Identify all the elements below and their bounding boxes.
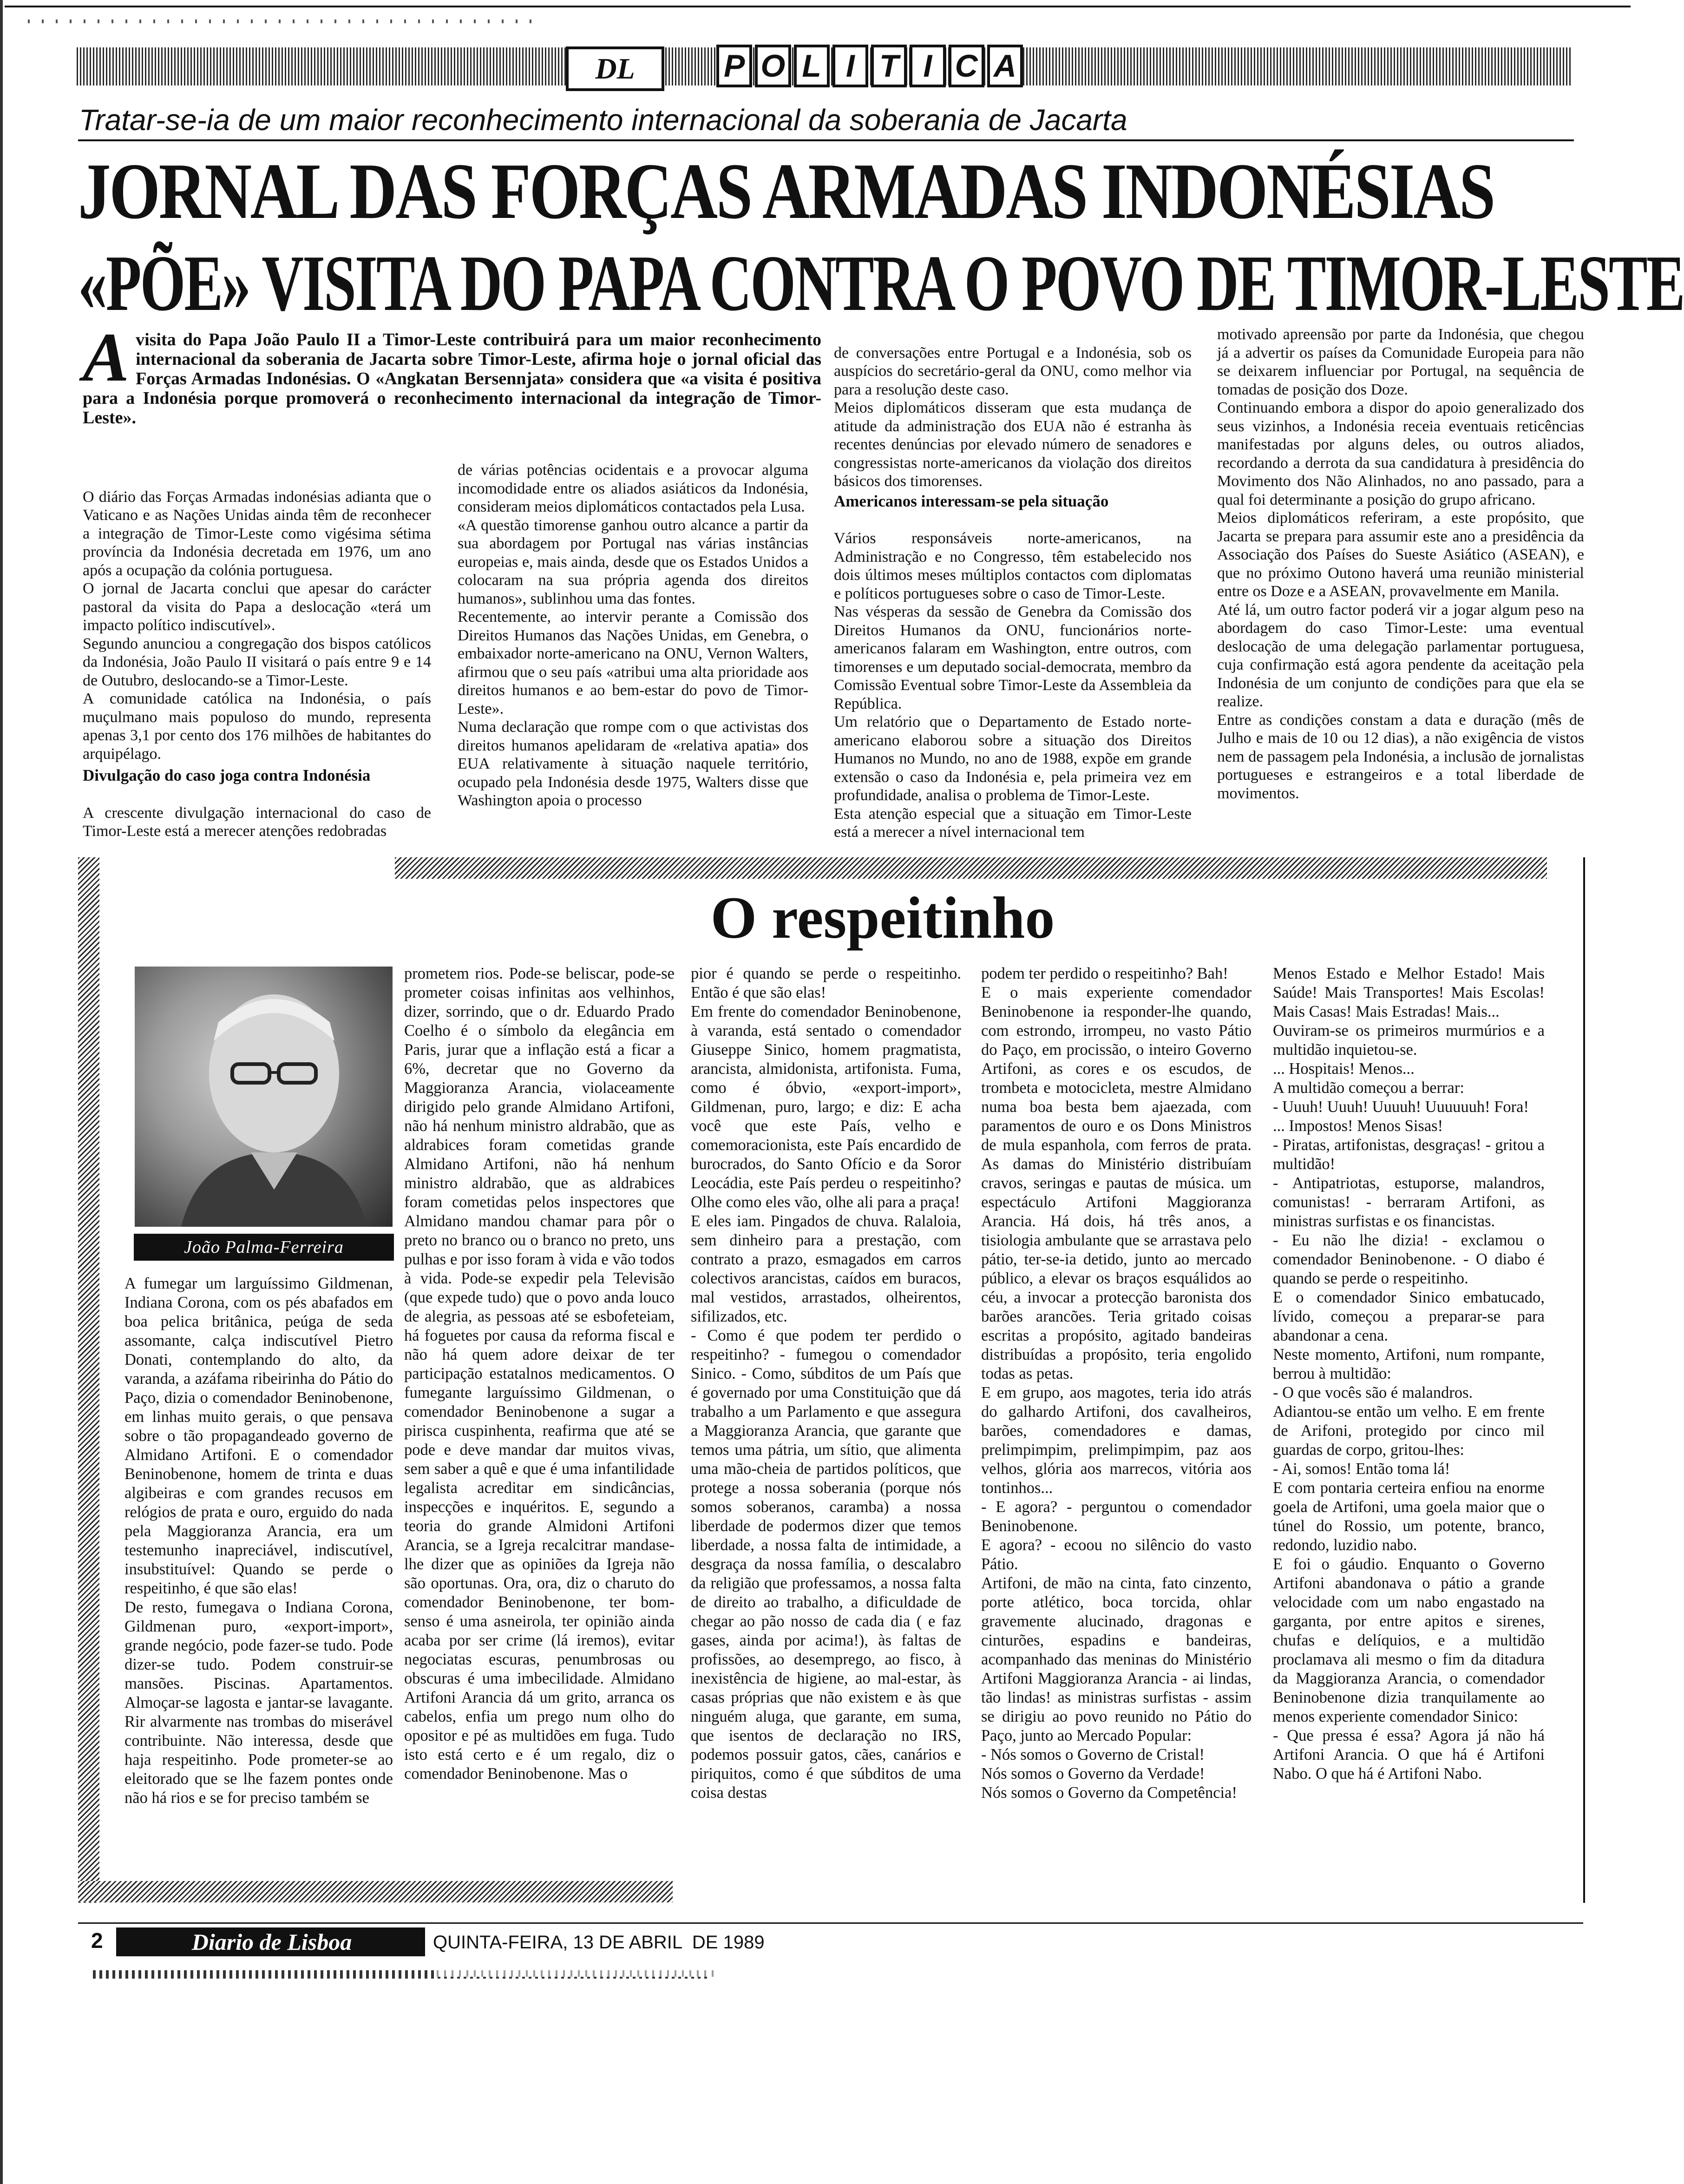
- section-letter: O: [755, 45, 791, 87]
- section-letter: I: [832, 45, 868, 87]
- author-name: João Palma-Ferreira: [184, 1237, 344, 1257]
- article-column-1: [83, 469, 431, 840]
- column-1-text: O diário das Forças Armadas indonésias adianta que o Vaticano e as Nações Unidas ainda têm de reconhecer a integração de Timor-Leste como vigésima sétima província da Indonésia decretada em 1976, um ano após a ocupação da colónia portuguesa. O jornal de Jacarta conclui que apesar do carácter pastoral da visita do Papa a deslocação «terá um impacto político indiscutível». Segundo anunciou a congregação dos bispos católicos da Indonésia, João Paulo II visitará o país entre 9 e 14 de Outubro, deslocando-se a Timor-Leste. A comunidade católica na Indonésia, o país muçulmano mais populoso do mundo, representa apenas 3,1 por cento dos 176 milhões de habitantes do arquipélago.: [83, 488, 431, 763]
- headline-line-1: JORNAL DAS FORÇAS ARMADAS INDONÉSIAS: [78, 147, 1494, 236]
- masthead: Diario de Lisboa: [191, 1929, 352, 1955]
- dl-logo-text: DL: [595, 52, 635, 85]
- scan-bottom-strip-2: [437, 1970, 715, 1977]
- article-column-3: [834, 325, 1192, 841]
- section-title: [716, 45, 1023, 87]
- scan-top-line: [5, 6, 1631, 7]
- lead-text: visita do Papa João Paulo II a Timor-Leste contribuirá para um maior reconhecimento internacional da soberania de Jacarta sobre Timor-Leste, afirma hoje o jornal oficial das Forças Armadas Indonésias. O «Angkatan Bersennjata» considera que «a visita é positiva para a Indonésia porque promoverá o reconhecimento internacional da integração de Timor-Leste».: [83, 330, 821, 428]
- author-photo-figure: [135, 967, 393, 1227]
- column-box-right-rule: [1583, 857, 1585, 1903]
- section-letter: C: [949, 45, 984, 87]
- column-3-text-2: Vários responsáveis norte-americanos, na Administração e no Congresso, têm estabelecido nos dois últimos meses múltiplos contactos com diplomatas e políticos portugueses sobre o caso de Timor-Leste. Nas vésperas da sessão de Genebra da Comissão dos Direitos Humanos da ONU, funcionários norte-americanos falaram em Washington, entre outros, com timorenses e um deputado social-democrata, membro da Comissão Eventual sobre Timor-Leste da Assembleia da República. Um relatório que o Departamento de Estado norte-americano elaborou sobre a situação dos Direitos Humanos no Mundo, no ano de 1988, expõe em grande extensão o caso da Indonésia e, pela primeira vez em profundidade, analisa o problema de Timor-Leste. Esta atenção especial que a situação em Timor-Leste está a merecer a nível internacional tem: [834, 530, 1192, 841]
- dl-logo: [566, 46, 664, 91]
- column-box-left-border: [78, 857, 99, 1903]
- section-letter: A: [987, 45, 1023, 87]
- column-3-text: de conversações entre Portugal e a Indonésia, sob os auspícios do secretário-geral da ONU, como melhor via para a resolução deste caso. Meios diplomáticos disseram que esta mudança de atitude da administração dos EUA não é estranha às recentes denúncias por elevado número de senadores e congressistas norte-americanos da violação dos direitos básicos dos timorenses.: [834, 344, 1192, 490]
- column-box-top-border: [395, 857, 1547, 879]
- author-photo: [135, 967, 393, 1227]
- section-letter: I: [910, 45, 945, 87]
- article-lead: [83, 319, 821, 469]
- page-number: 2: [91, 1928, 103, 1953]
- lead-drop-cap: A: [83, 319, 130, 396]
- section-letter: P: [716, 45, 752, 87]
- scan-top-dots: [28, 20, 539, 23]
- section-letter: L: [794, 45, 830, 87]
- column-text-1: A fumegar um larguíssimo Gildmenan, Indiana Corona, com os pés abafados em boa pelica britânica, peúga de seda assomante, calça indiscutível Pietro Donati, contemplando do alto, da varanda, a azáfama ribeirinha do Pátio do Paço, dizia o comendador Beninobenone, em linhas muito gerais, o que pensava sobre o tão propagandeado governo de Almidano Artifoni. E o comendador Beninobenone, homem de trinta e duas algibeiras e com grandes recusos em relógios de prata e ouro, erguido do nada pela Maggioranza Arancia, era um testemunho inapreciável, indiscutível, insubstituível: Quando se perde o respeitinho, é que são elas! De resto, fumegava o Indiana Corona, Gildmenan puro, «export-import», grande negócio, pode fazer-se tudo. Pode dizer-se tudo. Podem construir-se mansões. Piscinas. Apartamentos. Almoçar-se lagosta e jantar-se lavagante. Rir alvarmente nas trombas do miserável contribuinte. Não interessa, desde que haja respeitinho. Pode prometer-se ao eleitorado que se lhe fazem pontes onde não há rios e se for preciso também se: [124, 1275, 393, 1807]
- column-text-4: podem ter perdido o respeitinho? Bah! E o mais experiente comendador Beninobenone ia responder-lhe quando, com estrondo, irrompeu, no vasto Pátio do Paço, em procissão, o inteiro Governo Artifoni, as cores e os escudos, de trombeta e motocicleta, mestre Almidano numa boa besta bem ajaezada, com paramentos de ouro e os Dons Ministros de mula espanhola, com ferros de prata. As damas do Ministério distribuíam cravos, seringas e pautas de música. um espectáculo Artifoni Maggioranza Arancia. Há dois, há três anos, a tisiologia ambulante que se arrastava pelo pátio, ter-se-ia detido, junto ao mercado público, a elevar os braços esquálidos ao céu, a invocar a protecção baronista dos barões arancões. Teria gritado coisas escritas a propósito, agitado bandeiras distribuídas a propósito, teria engolido todas as petas. E em grupo, aos magotes, teria ido atrás do galhardo Artifoni, dos cavalheiros, barões, comendadores e damas, prelimpimpim, prelimpimpim, paz aos velhos, glória aos marrecos, vitória aos tontinhos... - E agora? - perguntou o comendador Beninobenone. E agora? - ecoou no silêncio do vasto Pátio. Artifoni, de mão na cinta, fato cinzento, porte atlético, boca torcida, ohlar gravemente alucinado, dragonas e cinturões, espadins e bandeiras, acompanhado das meninas do Ministério Artifoni Maggioranza Arancia - ai lindas, tão lindas! as ministras surfistas - assim se dirigiu ao povo reunido no Pátio do Paço, junto ao Mercado Popular: - Nós somos o Governo de Cristal! Nós somos o Governo da Verdade! Nós somos o Governo da Competência!: [981, 965, 1252, 1802]
- column-3-subhead: Americanos interessam-se pela situação: [834, 492, 1109, 510]
- article-column-4: motivado apreensão por parte da Indonésia, que chegou já a advertir os países da Comunidade Europeia para não se deixarem influenciar por Portugal, na sequência de tomadas de posição dos Doze. Continuando embora a dispor do apoio generalizado dos seus vizinhos, a Indonésia receia eventuais reticências manifestadas por alguns deles, ou outros aliados, recordando a derrota da sua candidatura à presidência do Movimento dos Não Alinhados, no ano passado, para a qual foi determinante a posição do grupo africano. Meios diplomáticos referiram, a este propósito, que Jacarta se prepara para assumir este ano a presidência da Associação dos Países do Sueste Asiático (ASEAN), e que no próximo Outono haverá uma reunião ministerial entre os Doze e a ASEAN, provavelmente em Manila. Até lá, um outro factor poderá vir a jogar algum peso na abordagem do caso Timor-Leste: uma eventual deslocação de uma delegação parlamentar portuguesa, cuja confirmação está agora pendente da aceitação pela Indonésia de um conjunto de condições para que ela se realize. Entre as condições constam a data e duração (mês de Julho e mais de 10 ou 12 dias), a não exigência de vistos nem de passagem pela Indonésia, a inclusão de jornalistas portugueses e estrangeiros e a total liberdade de movimentos.: [1217, 326, 1584, 802]
- kicker-rule: [78, 139, 1574, 141]
- section-letter: T: [871, 45, 907, 87]
- column-box-bottom-border: [78, 1881, 673, 1902]
- column-1-text-2: A crescente divulgação internacional do caso de Timor-Leste está a merecer atenções redobradas: [83, 804, 431, 840]
- column-text-5: Menos Estado e Melhor Estado! Mais Saúde! Mais Transportes! Mais Escolas! Mais Casas! Mais Estradas! Mais... Ouviram-se os primeiros murmúrios e a multidão inquietou-se. ... Hospitais! Menos... A multidão começou a berrar: - Uuuh! Uuuh! Uuuuh! Uuuuuuh! Fora! ... Impostos! Menos Sisas! - Piratas, artifonistas, desgraças! - gritou a multidão! - Antipatriotas, estuporse, malandros, comunistas! - berraram Artifoni, as ministras surfistas e os financistas. - Eu não lhe dizia! - exclamou o comendador Beninobenone. - O diabo é quando se perde o respeitinho. E o comendador Sinico embatucado, lívido, começou a preparar-se para abandonar a cena. Neste momento, Artifoni, num rompante, berrou à multidão: - O que vocês são é malandros. Adiantou-se então um velho. E em frente de Arifoni, protegido por cinco mil guardas de corpo, gritou-lhes: - Ai, somos! Então toma lá! E com pontaria certeira enfiou na enorme goela de Artifoni, uma goela maior que o túnel do Rossio, um potente, branco, redondo, luzidio nabo. E foi o gáudio. Enquanto o Governo Artifoni abandonava o pátio a grande velocidade com um nabo engastado na garganta, por entre apitos e sirenes, chufas e delíquios, e a multidão proclamava ali mesmo o fim da ditadura da Maggioranza Arancia, o comendador Beninobenone dizia tranquilamente ao menos experiente comendador Sinico: - Que pressa é essa? Agora já não há Artifoni Arancia. O que há é Artifoni Nabo. O que há é Artifoni Nabo.: [1273, 965, 1545, 1783]
- column-title: O respeitinho: [710, 885, 1055, 951]
- scan-left-edge: [0, 0, 3, 2184]
- issue-date: QUINTA-FEIRA, 13 DE ABRIL DE 1989: [433, 1932, 765, 1953]
- column-text-3: pior é quando se perde o respeitinho. Então é que são elas! Em frente do comendador Beninobenone, à varanda, está sentado o comendador Giuseppe Sinico, homem pragmatista, arancista, almidonista, artifonista. Fuma, como é óbvio, «export-import», Gildmenan, puro, largo; e diz: E acha você que este País, velho e comemoracionista, este País encardido de burocrados, do Santo Ofício e da Soror Leocádia, este País perdeu o respeitinho? Olhe como eles vão, olhe ali para a praça! E eles iam. Pingados de chuva. Ralaloia, sem dinheiro para a prestação, com contrato a prazo, esmagados em carros colectivos arancistas, caídos em buracos, mal vestidos, arrastados, olheirentos, sifilizados, etc. - Como é que podem ter perdido o respeitinho? - fumegou o comendador Sinico. - Como, súbditos de um País que é governado por uma Constituição que dá trabalho a um Parlamento e que assegura a Maggioranza Arancia, que garante que temos uma pátria, um sítio, que alimenta uma mão-cheia de partidos políticos, que protege a nossa soberania (porque nós somos soberanos, caramba) a nossa liberdade de podermos dizer que temos liberdade, a nossa falta de intimidade, a desgraça da nossa família, o descalabro da religião que professamos, a nossa falta de direito ao trabalho, a dificuldade de chegar ao pão nosso de cada dia ( e faz gases, ainda por acima!), às faltas de profissões, ao desemprego, ao fisco, à inexistência de higiene, ao mal-estar, às casas próprias que não existem e às que ninguém aluga, que garante, em suma, que isentos de declaração no IRS, podemos possuir gatos, cães, canários e piriquitos, como é que súbditos de uma coisa destas: [691, 965, 961, 1802]
- article-kicker: Tratar-se-ia de um maior reconhecimento internacional da soberania de Jacarta: [79, 103, 1127, 137]
- column-text-2: prometem rios. Pode-se beliscar, pode-se prometer coisas infinitas aos velhinhos, dizer, sorrindo, que o dr. Eduardo Prado Coelho é o símbolo da elegância em Paris, jurar que a inflação está a ficar a 6%, decretar que no Governo da Maggioranza Arancia, violaceamente dirigido pelo grande Almidano Artifoni, não há nenhum ministro aldrabão, que as aldrabices foram cometidas grande Almidano Artifoni, não há nenhum ministro aldrabão, que as aldrabices foram cometidas pelos inspectores que Almidano mandou chamar para pôr o preto no branco ou o branco no preto, uns pulhas e por isso foram à vida e vão todos à vida. Pode-se expedir pela Televisão (que expede tudo) que o povo anda louco de alegria, as pessoas até se esbofeteiam, há foguetes por causa da reforma fiscal e não há quem adore deixar de ter participação estatalnos medicamentos. O fumegante larguíssimo Gildmenan, o comendador Beninobenone a sugar a pirisca cuspinhenta, reafirma que até se pode e deve mandar dar muitos vivas, sem saber a quê e que é uma infantilidade legalista acreditar em sindicâncias, inspecções e inquéritos. E, segundo a teoria do grande Almidoni Artifoni Arancia, se a Igreja recalcitrar mandase-lhe dizer que as opiniões da Igreja não são oportunas. Ora, ora, diz o charuto do comendador Beninobenone, ter bom-senso é uma asneirola, ter opinião ainda acaba por ser crime (lá iremos), evitar negociatas escuras, penumbrosas ou obscuras é uma imbecilidade. Almidano Artifoni Arancia dá um grito, arranca os cabelos, enfia um prego num olho do opositor e pé as multidões em fuga. Tudo isto está certo e é um regalo, diz o comendador Beninobenone. Mas o: [404, 965, 675, 1783]
- headline-line-2: «PÕE» VISITA DO PAPA CONTRA O POVO DE TIMOR-LESTE: [78, 239, 1684, 328]
- column-1-subhead: Divulgação do caso joga contra Indonésia: [83, 766, 371, 784]
- article-column-2: de várias potências ocidentais e a provocar alguma incomodidade entre os aliados asiáticos da Indonésia, consideram meios diplomáticos contactados pela Lusa. «A questão timorense ganhou outro alcance a partir da sua abordagem por Portugal nas várias instâncias europeias e, mais ainda, desde que os Estados Unidos a colocaram na sua própria agenda dos direitos humanos», sublinhou uma das fontes. Recentemente, ao intervir perante a Comissão dos Direitos Humanos das Nações Unidas, em Genebra, o embaixador norte-americano na ONU, Vernon Walters, afirmou que o seu país «atribui uma alta prioridade aos direitos humanos e ao bem-estar do povo de Timor-Leste». Numa declaração que rompe com o que activistas dos direitos humanos apelidaram de «relativa apatia» dos EUA relativamente à situação naquele território, ocupado pela Indonésia desde 1975, Walters disse que Washington apoia o processo: [458, 461, 808, 809]
- footer-rule: [78, 1922, 1583, 1924]
